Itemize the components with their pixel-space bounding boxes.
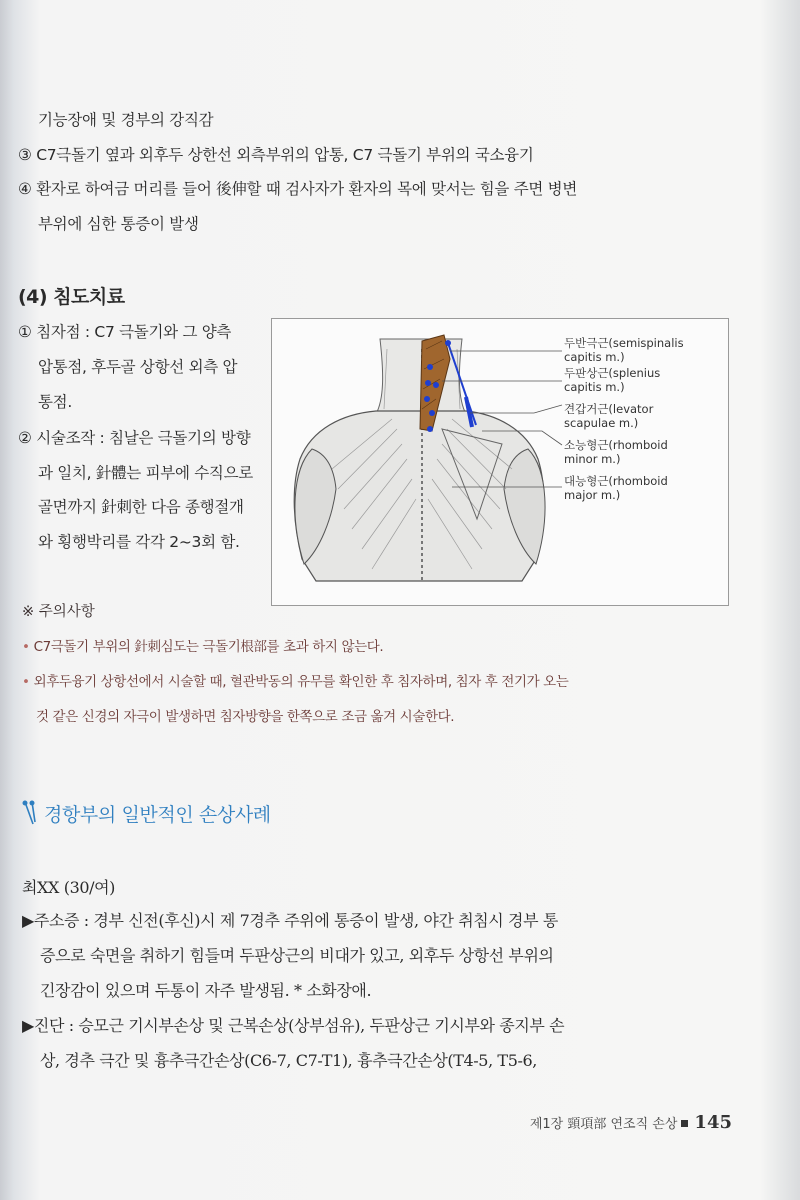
list-item-4-cont: 부위에 심한 통증이 발생 (38, 215, 199, 233)
diagnosis-line-2: 상, 경추 극간 및 흉추극간손상(C6-7, C7-T1), 흉추극간손상(T4-5, T5-6, (40, 1051, 537, 1070)
caution-note-1 (22, 635, 383, 655)
caution-note-1-text: C7극돌기 부위의 針刺심도는 극돌기根部를 초과 하지 않는다. (33, 639, 384, 655)
back-muscle-illustration (272, 319, 728, 605)
acupoint-line-1: ① 침자점 : C7 극돌기와 그 양측 (18, 323, 232, 341)
label-semispinalis: 두반극근(semispinalis capitis m.) (564, 336, 684, 364)
complaint-line-1: ▶주소증 : 경부 신전(후신)시 제 7경추 주위에 통증이 발생, 야간 취침시 경부 통 (22, 911, 558, 930)
caution-note-2 (22, 670, 568, 690)
label-rhomboid-minor: 소능형근(rhomboid minor m.) (564, 438, 668, 466)
patient-info: 최XX (30/여) (22, 878, 116, 897)
case-section-title-text: 경항부의 일반적인 손상사례 (44, 804, 271, 826)
case-section-title (22, 800, 271, 827)
chapter-title: 제1장 頸項部 연조직 손상 (529, 1117, 678, 1132)
note-bullet: • (22, 674, 30, 690)
label-splenius: 두판상근(splenius capitis m.) (564, 366, 661, 394)
section-heading: (4) 침도치료 (18, 286, 125, 308)
list-item-3: ③ C7극돌기 옆과 외후두 상한선 외측부위의 압통, C7 극돌기 부위의 국소융기 (18, 146, 534, 164)
caution-note-2-cont: 것 같은 신경의 자극이 발생하면 침자방향을 한쪽으로 조금 옮겨 시술한다. (36, 709, 455, 725)
note-bullet: • (22, 639, 30, 655)
label-levator-scapulae: 견갑거근(levator scapulae m.) (564, 402, 654, 430)
page-footer (530, 1112, 732, 1133)
list-item-4: ④ 환자로 하여금 머리를 들어 後伸할 때 검사자가 환자의 목에 맞서는 힘을 주면 병변 (18, 180, 578, 198)
acupoint-line-2: 압통점, 후두골 상항선 외측 압 (38, 358, 238, 376)
page-number: 145 (694, 1112, 732, 1133)
complaint-line-2: 증으로 숙면을 취하기 힘들며 두판상근의 비대가 있고, 외후두 상항선 부위의 (40, 946, 554, 965)
acupoint-line-3: 통점. (38, 393, 72, 411)
procedure-line-1: ② 시술조작 : 침날은 극돌기의 방향 (18, 429, 251, 447)
label-rhomboid-major: 대능형근(rhomboid major m.) (564, 474, 668, 502)
square-bullet-icon (681, 1120, 688, 1127)
caution-note-2-text: 외후두융기 상항선에서 시술할 때, 혈관박동의 유무를 확인한 후 침자하며, 침자 후 전기가 오는 (33, 674, 569, 690)
diagnosis-line-1: ▶진단 : 승모근 기시부손상 및 근복손상(상부섬유), 두판상근 기시부와 종지부 손 (22, 1016, 565, 1035)
caution-title: ※ 주의사항 (22, 604, 95, 620)
needle-icon (22, 800, 40, 826)
procedure-line-3: 골면까지 針刺한 다음 종행절개 (38, 498, 244, 516)
procedure-line-2: 과 일치, 針體는 피부에 수직으로 (38, 464, 253, 482)
procedure-line-4: 와 횡행박리를 각각 2~3회 함. (38, 533, 240, 551)
complaint-line-3: 긴장감이 있으며 두통이 자주 발생됨. * 소화장애. (40, 981, 372, 1000)
anatomy-figure (271, 318, 729, 606)
list-line-1: 기능장애 및 경부의 강직감 (38, 111, 214, 129)
